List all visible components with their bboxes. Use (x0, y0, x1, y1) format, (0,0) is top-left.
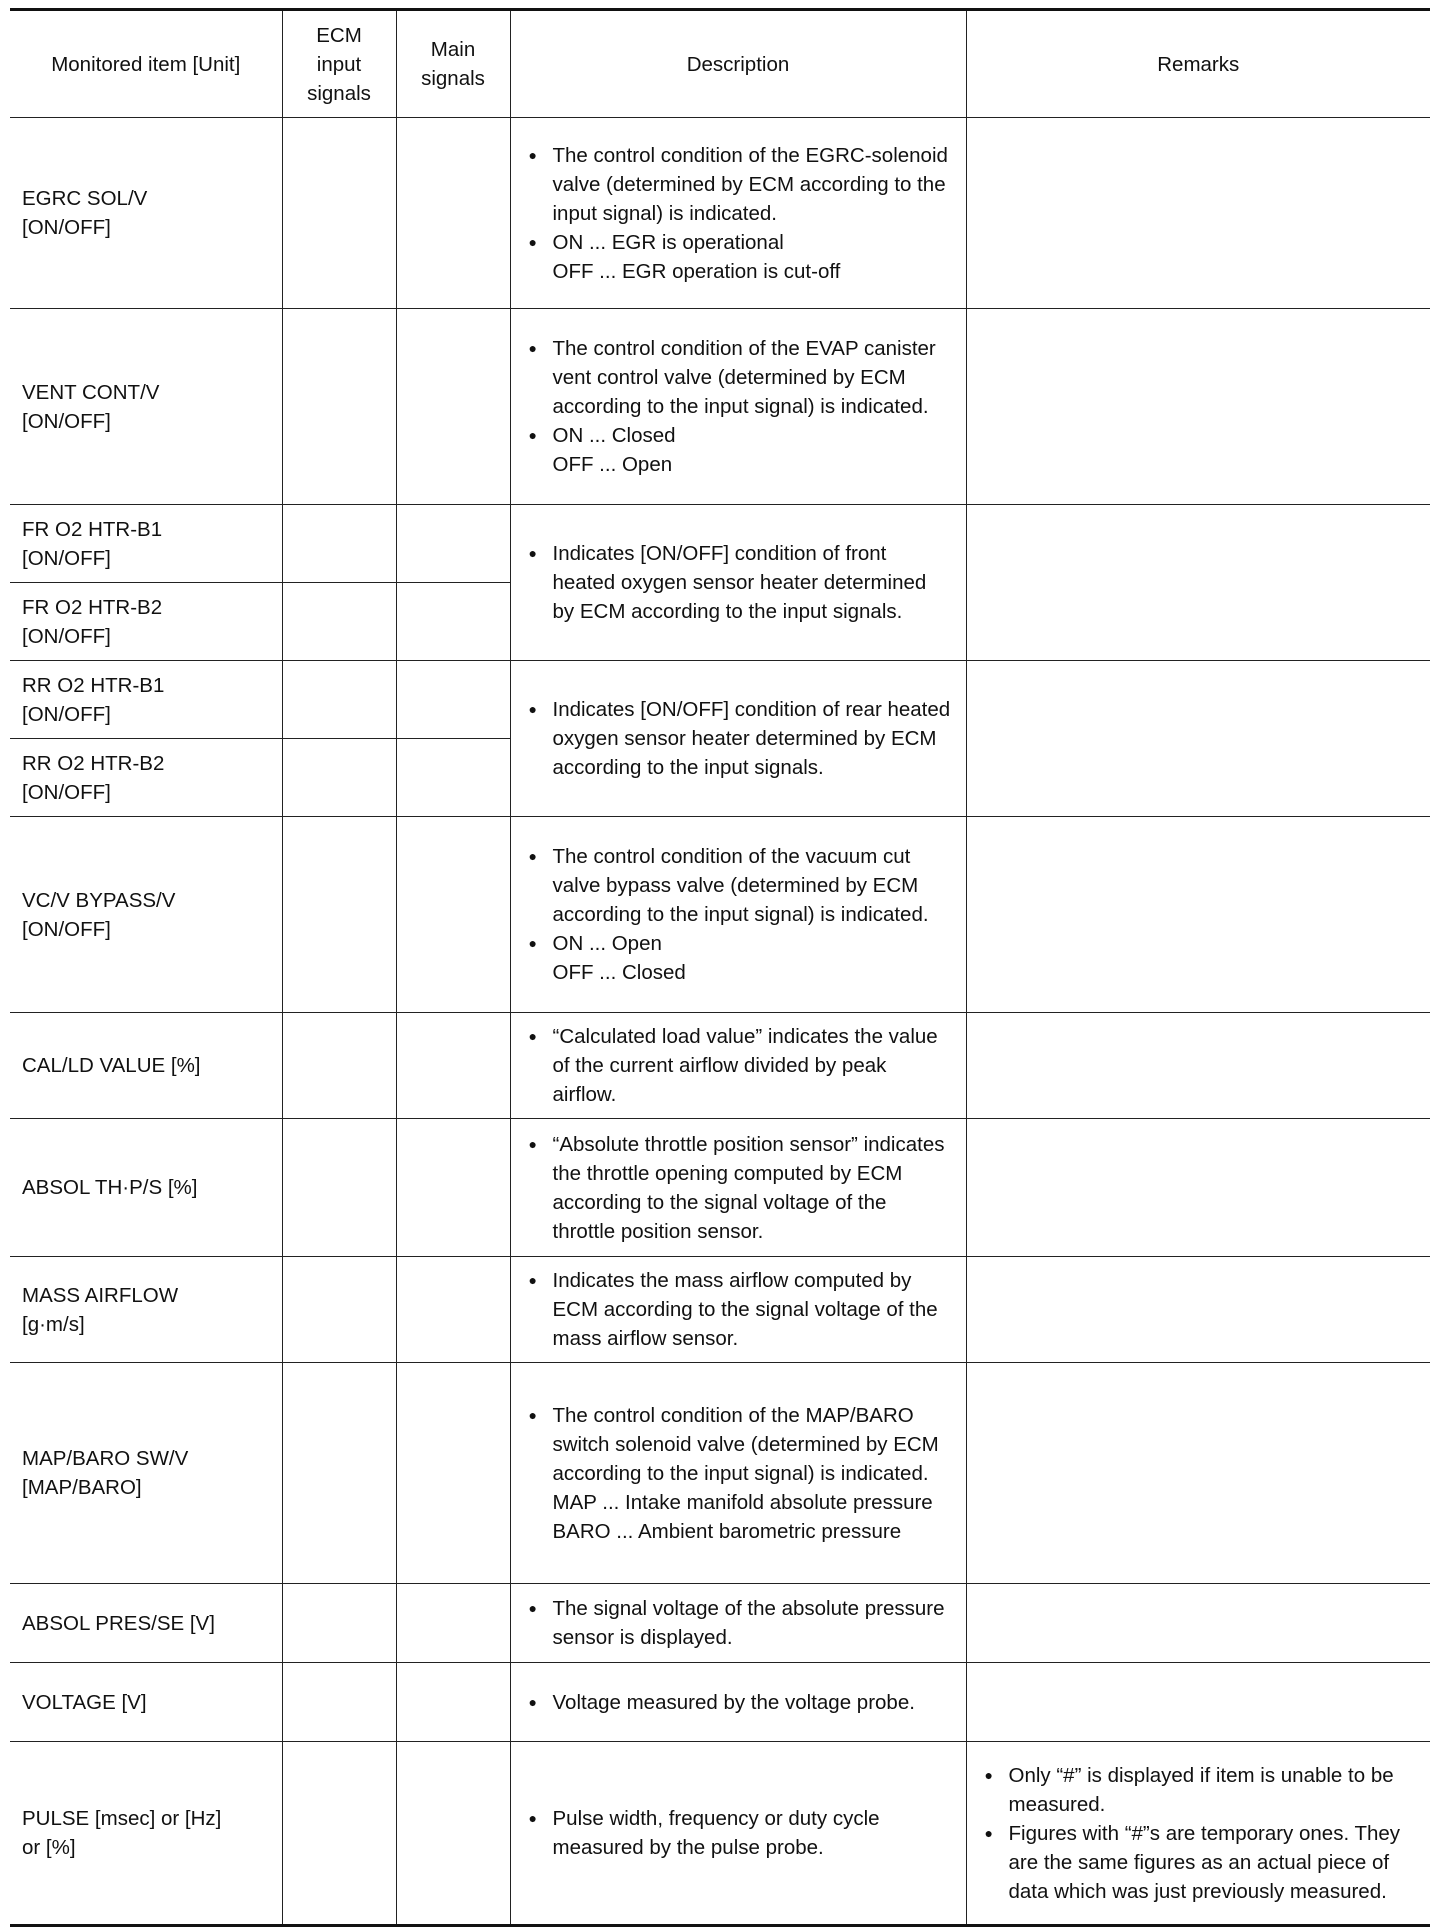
remarks-cell (966, 1584, 1430, 1663)
table-header-row (10, 10, 1430, 118)
item-cell: PULSE [msec] or [Hz] or [%] (10, 1742, 282, 1926)
remarks-cell (966, 1663, 1430, 1742)
main-signal-cell (396, 118, 510, 309)
main-signal-cell (396, 505, 510, 583)
table-row (10, 1119, 1430, 1257)
remarks-bullet: ● Figures with “#”s are temporary ones. They are the same figures as an actual piece of data which was just previously measured. (979, 1819, 1419, 1906)
ecm-input-cell (282, 1013, 396, 1119)
description-cell (510, 1119, 966, 1257)
table-row (10, 817, 1430, 1013)
header-remarks: Remarks (966, 10, 1430, 118)
ecm-input-cell (282, 661, 396, 739)
table-row (10, 309, 1430, 505)
item-cell: ABSOL TH·P/S [%] (10, 1119, 282, 1257)
table-row (10, 661, 1430, 739)
item-cell: FR O2 HTR-B1 [ON/OFF] (10, 505, 282, 583)
ecm-input-cell (282, 309, 396, 505)
table-row (10, 118, 1430, 309)
main-signal-cell (396, 1363, 510, 1584)
description-cell (510, 1584, 966, 1663)
description-cell (510, 118, 966, 309)
ecm-input-cell (282, 1663, 396, 1742)
remarks-cell (966, 309, 1430, 505)
main-signal-cell (396, 1013, 510, 1119)
description-bullet: ● Voltage measured by the voltage probe. (523, 1688, 954, 1717)
item-cell: VENT CONT/V [ON/OFF] (10, 309, 282, 505)
description-bullet: ● The signal voltage of the absolute pressure sensor is displayed. (523, 1594, 954, 1652)
item-cell: MAP/BARO SW/V [MAP/BARO] (10, 1363, 282, 1584)
main-signal-cell (396, 1119, 510, 1257)
description-bullet: ● ON ... Closed OFF ... Open (523, 421, 954, 479)
item-cell: VOLTAGE [V] (10, 1663, 282, 1742)
header-description: Description (510, 10, 966, 118)
description-bullet: ● “Calculated load value” indicates the value of the current airflow divided by peak airflow. (523, 1022, 954, 1109)
document-page (10, 8, 1430, 1927)
description-bullet: ● ON ... EGR is operational OFF ... EGR operation is cut-off (523, 228, 954, 286)
item-cell: RR O2 HTR-B2 [ON/OFF] (10, 739, 282, 817)
remarks-cell (966, 1363, 1430, 1584)
description-cell (510, 309, 966, 505)
table-row (10, 1257, 1430, 1363)
description-cell (510, 1742, 966, 1926)
remarks-cell (966, 817, 1430, 1013)
remarks-cell (966, 661, 1430, 817)
description-bullet: ● ON ... Open OFF ... Closed (523, 929, 954, 987)
ecm-input-cell (282, 1584, 396, 1663)
item-cell: ABSOL PRES/SE [V] (10, 1584, 282, 1663)
description-cell (510, 1363, 966, 1584)
remarks-cell (966, 118, 1430, 309)
main-signal-cell (396, 739, 510, 817)
header-monitored-item: Monitored item [Unit] (10, 10, 282, 118)
table-row (10, 505, 1430, 583)
ecm-input-cell (282, 1119, 396, 1257)
description-bullet: ● Pulse width, frequency or duty cycle measured by the pulse probe. (523, 1804, 954, 1862)
table-row (10, 1584, 1430, 1663)
remarks-bullet: ● Only “#” is displayed if item is unable to be measured. (979, 1761, 1419, 1819)
description-bullet: ● “Absolute throttle position sensor” indicates the throttle opening computed by ECM according to the signal voltage of the throttle position sensor. (523, 1130, 954, 1246)
remarks-cell (966, 505, 1430, 661)
main-signal-cell (396, 1742, 510, 1926)
main-signal-cell (396, 817, 510, 1013)
description-cell (510, 817, 966, 1013)
description-cell (510, 1663, 966, 1742)
remarks-cell (966, 1119, 1430, 1257)
description-bullet: ● The control condition of the EVAP canister vent control valve (determined by ECM according to the input signal) is indicated. (523, 334, 954, 421)
header-main-signals: Main signals (396, 10, 510, 118)
description-cell (510, 505, 966, 661)
table-row (10, 1742, 1430, 1926)
remarks-cell (966, 1257, 1430, 1363)
main-signal-cell (396, 309, 510, 505)
item-cell: EGRC SOL/V [ON/OFF] (10, 118, 282, 309)
ecm-input-cell (282, 1257, 396, 1363)
description-bullet: ● The control condition of the MAP/BARO switch solenoid valve (determined by ECM according to the input signal) is indicated. MAP ... Intake manifold absolute pressure BARO ... Ambient barometric pressure (523, 1401, 954, 1546)
main-signal-cell (396, 1257, 510, 1363)
ecm-input-cell (282, 505, 396, 583)
ecm-input-cell (282, 118, 396, 309)
table-row (10, 1013, 1430, 1119)
monitored-items-table (10, 8, 1430, 1927)
description-bullet: ● Indicates [ON/OFF] condition of rear heated oxygen sensor heater determined by ECM according to the input signals. (523, 695, 954, 782)
ecm-input-cell (282, 1363, 396, 1584)
item-cell: VC/V BYPASS/V [ON/OFF] (10, 817, 282, 1013)
table-row (10, 1663, 1430, 1742)
ecm-input-cell (282, 1742, 396, 1926)
main-signal-cell (396, 583, 510, 661)
description-cell (510, 1257, 966, 1363)
description-bullet: ● Indicates [ON/OFF] condition of front heated oxygen sensor heater determined by ECM according to the input signals. (523, 539, 954, 626)
description-cell (510, 661, 966, 817)
description-bullet: ● Indicates the mass airflow computed by ECM according to the signal voltage of the mass airflow sensor. (523, 1266, 954, 1353)
ecm-input-cell (282, 817, 396, 1013)
item-cell: RR O2 HTR-B1 [ON/OFF] (10, 661, 282, 739)
main-signal-cell (396, 1663, 510, 1742)
remarks-cell (966, 1013, 1430, 1119)
description-bullet: ● The control condition of the EGRC-solenoid valve (determined by ECM according to the input signal) is indicated. (523, 141, 954, 228)
description-bullet: ● The control condition of the vacuum cut valve bypass valve (determined by ECM according to the input signal) is indicated. (523, 842, 954, 929)
item-cell: FR O2 HTR-B2 [ON/OFF] (10, 583, 282, 661)
main-signal-cell (396, 661, 510, 739)
main-signal-cell (396, 1584, 510, 1663)
item-cell: MASS AIRFLOW [g·m/s] (10, 1257, 282, 1363)
description-cell (510, 1013, 966, 1119)
ecm-input-cell (282, 583, 396, 661)
ecm-input-cell (282, 739, 396, 817)
remarks-cell (966, 1742, 1430, 1926)
item-cell: CAL/LD VALUE [%] (10, 1013, 282, 1119)
table-row (10, 1363, 1430, 1584)
header-ecm-input-signals: ECM input signals (282, 10, 396, 118)
